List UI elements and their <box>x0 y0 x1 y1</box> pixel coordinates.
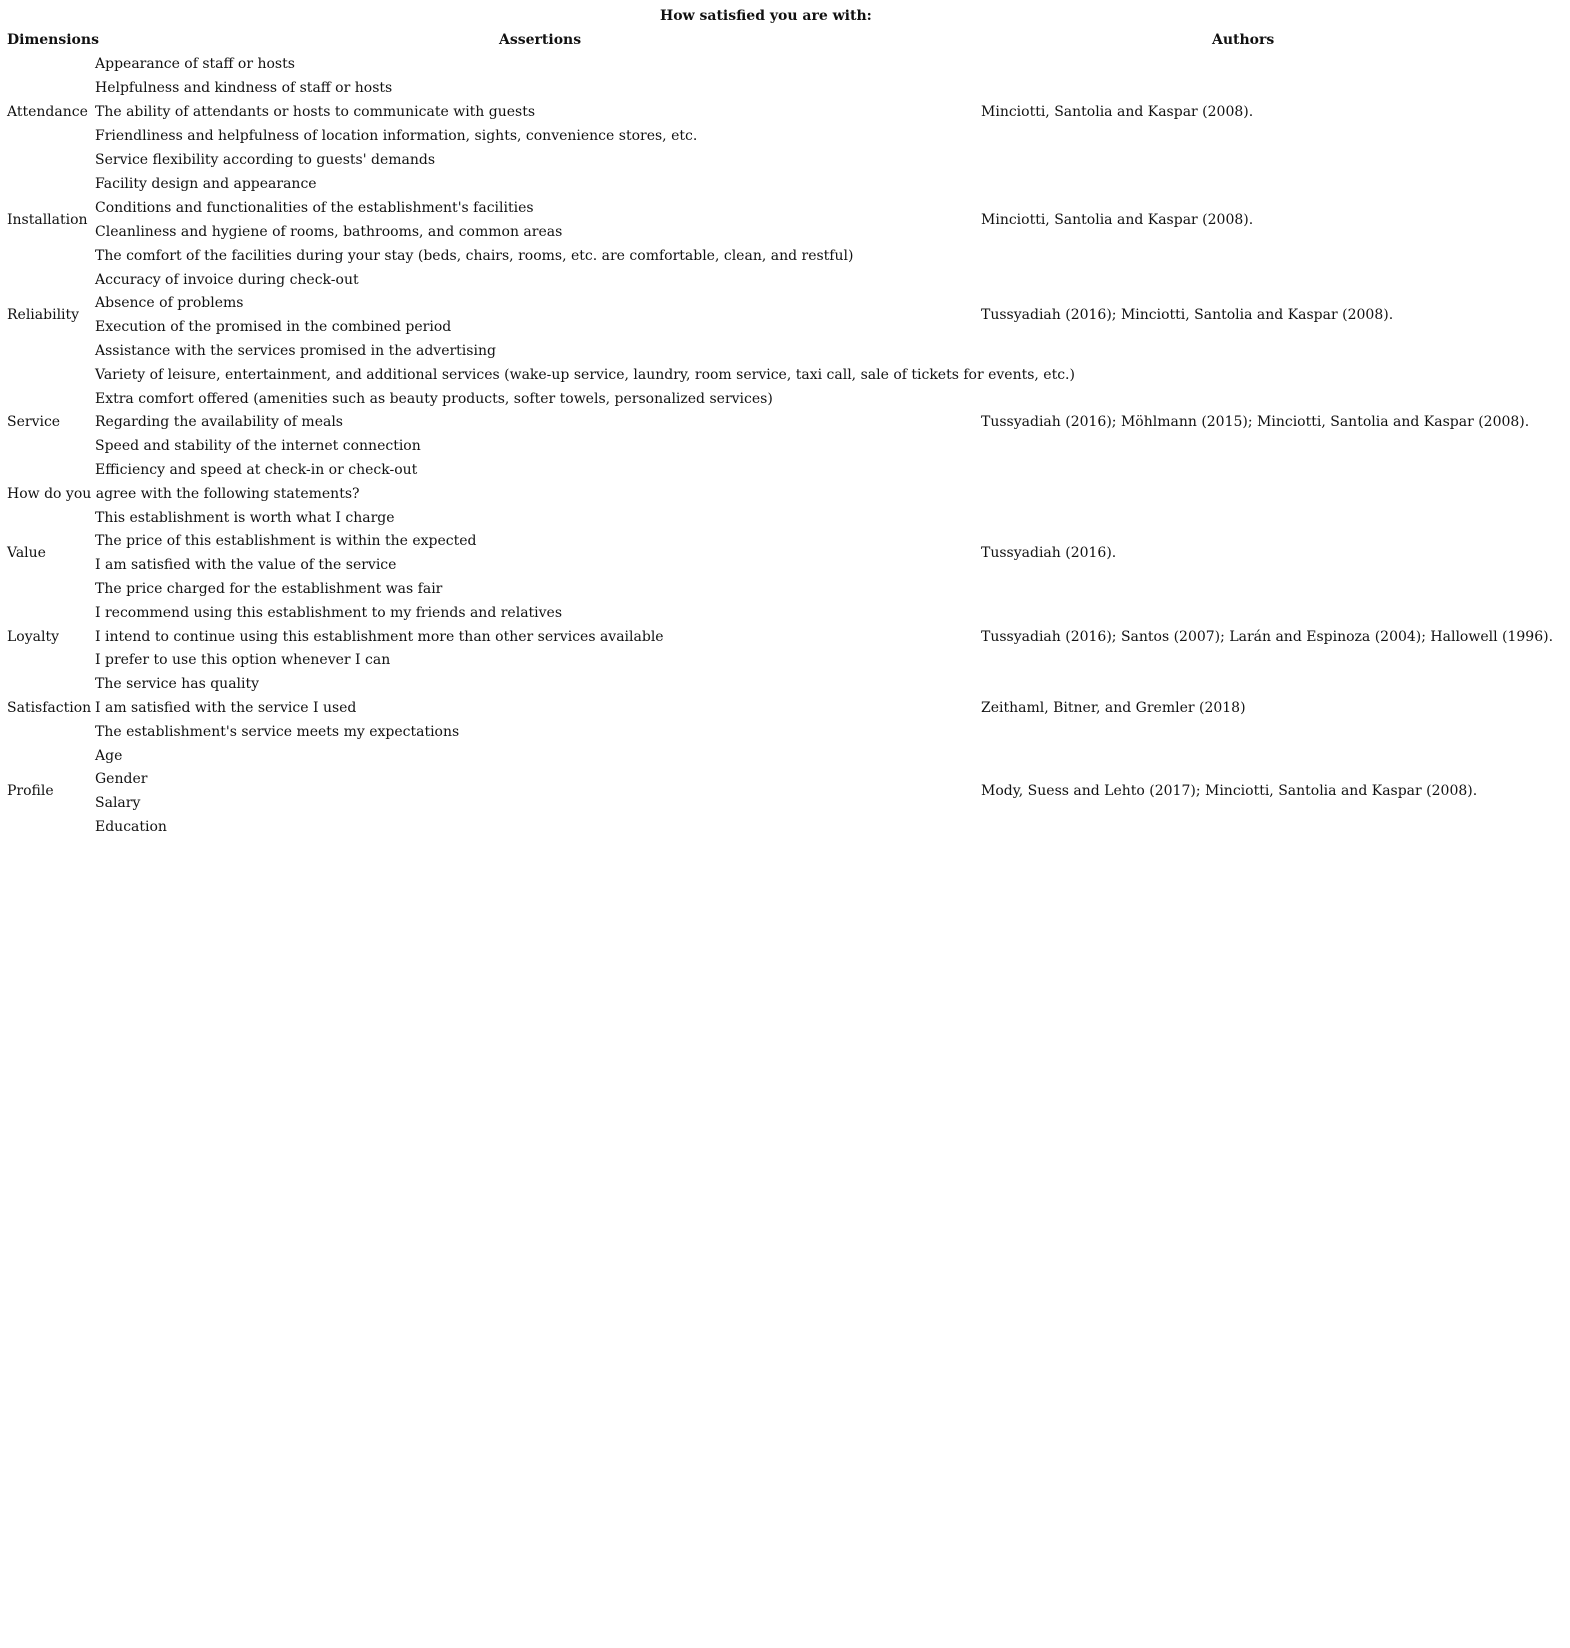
authors-value: Tussyadiah (2016). <box>981 545 1117 561</box>
assertion-item: Conditions and functionalities of the establishment's facilities <box>95 200 534 216</box>
authors-profile: Mody, Suess and Lehto (2017); Minciotti, Santolia and Kaspar (2008). <box>981 783 1478 799</box>
dimension-profile: Profile <box>7 783 54 799</box>
assertion-item: Assistance with the services promised in the advertising <box>95 343 496 359</box>
dimension-service: Service <box>7 414 61 430</box>
assertion-item: I prefer to use this option whenever I can <box>95 652 391 668</box>
assertion-item: Absence of problems <box>95 295 244 311</box>
assertion-item: Service flexibility according to guests' demands <box>95 152 436 168</box>
authors-reliability: Tussyadiah (2016); Minciotti, Santolia and Kaspar (2008). <box>981 307 1394 323</box>
dimension-value: Value <box>7 545 46 561</box>
authors-installation: Minciotti, Santolia and Kaspar (2008). <box>981 212 1254 228</box>
assertion-item: Execution of the promised in the combined period <box>95 319 452 335</box>
assertion-item: Cleanliness and hygiene of rooms, bathrooms, and common areas <box>95 224 563 240</box>
assertion-item: The establishment's service meets my expectations <box>95 724 460 740</box>
assertion-item: The price charged for the establishment was fair <box>95 581 443 597</box>
authors-service: Tussyadiah (2016); Möhlmann (2015); Minciotti, Santolia and Kaspar (2008). <box>981 414 1530 430</box>
assertion-item: Regarding the availability of meals <box>95 414 343 430</box>
assertion-item: I recommend using this establishment to my friends and relatives <box>95 605 563 621</box>
assertion-item: Helpfulness and kindness of staff or hosts <box>95 80 393 96</box>
authors-satisfaction: Zeithaml, Bitner, and Gremler (2018) <box>981 700 1246 716</box>
assertion-item: Facility design and appearance <box>95 176 317 192</box>
assertion-item: I am satisfied with the service I used <box>95 700 357 716</box>
header-authors: Authors <box>1212 32 1275 48</box>
assertion-item: Efficiency and speed at check-in or check-out <box>95 462 418 478</box>
assertion-item: Gender <box>95 771 148 787</box>
dimension-satisfaction: Satisfaction <box>7 700 92 716</box>
dimension-installation: Installation <box>7 212 88 228</box>
authors-attendance: Minciotti, Santolia and Kaspar (2008). <box>981 104 1254 120</box>
assertion-item: Accuracy of invoice during check-out <box>95 272 359 288</box>
header-dimensions: Dimensions <box>7 32 99 48</box>
header-assertions: Assertions <box>499 32 582 48</box>
assertion-item: Speed and stability of the internet connection <box>95 438 421 454</box>
authors-loyalty: Tussyadiah (2016); Santos (2007); Larán and Espinoza (2004); Hallowell (1996). <box>981 629 1554 645</box>
assertion-item: Age <box>95 748 123 764</box>
assertion-item: Extra comfort offered (amenities such as beauty products, softer towels, personalized services) <box>95 391 773 407</box>
section-title: How do you agree with the following statements? <box>7 486 360 502</box>
assertion-item: The ability of attendants or hosts to communicate with guests <box>95 104 536 120</box>
assertion-item: The price of this establishment is within the expected <box>95 533 477 549</box>
assertion-item: Education <box>95 819 167 835</box>
assertion-item: Salary <box>95 795 141 811</box>
table-caption: How satisfied you are with: <box>660 8 872 24</box>
assertion-item: I am satisfied with the value of the service <box>95 557 397 573</box>
dimension-attendance: Attendance <box>7 104 88 120</box>
assertion-item: The service has quality <box>95 676 260 692</box>
assertion-item: The comfort of the facilities during your stay (beds, chairs, rooms, etc. are comfortable, clean, and restful) <box>95 248 854 264</box>
assertion-item: Friendliness and helpfulness of location information, sights, convenience stores, etc. <box>95 128 698 144</box>
dimension-reliability: Reliability <box>7 307 80 323</box>
assertion-item: Appearance of staff or hosts <box>95 56 295 72</box>
assertion-item: Variety of leisure, entertainment, and additional services (wake-up service, laundry, room service, taxi call, sale of tickets for events, etc.) <box>95 367 1075 383</box>
assertion-item: I intend to continue using this establishment more than other services available <box>95 629 664 645</box>
assertion-item: This establishment is worth what I charge <box>95 510 395 526</box>
dimension-loyalty: Loyalty <box>7 629 59 645</box>
